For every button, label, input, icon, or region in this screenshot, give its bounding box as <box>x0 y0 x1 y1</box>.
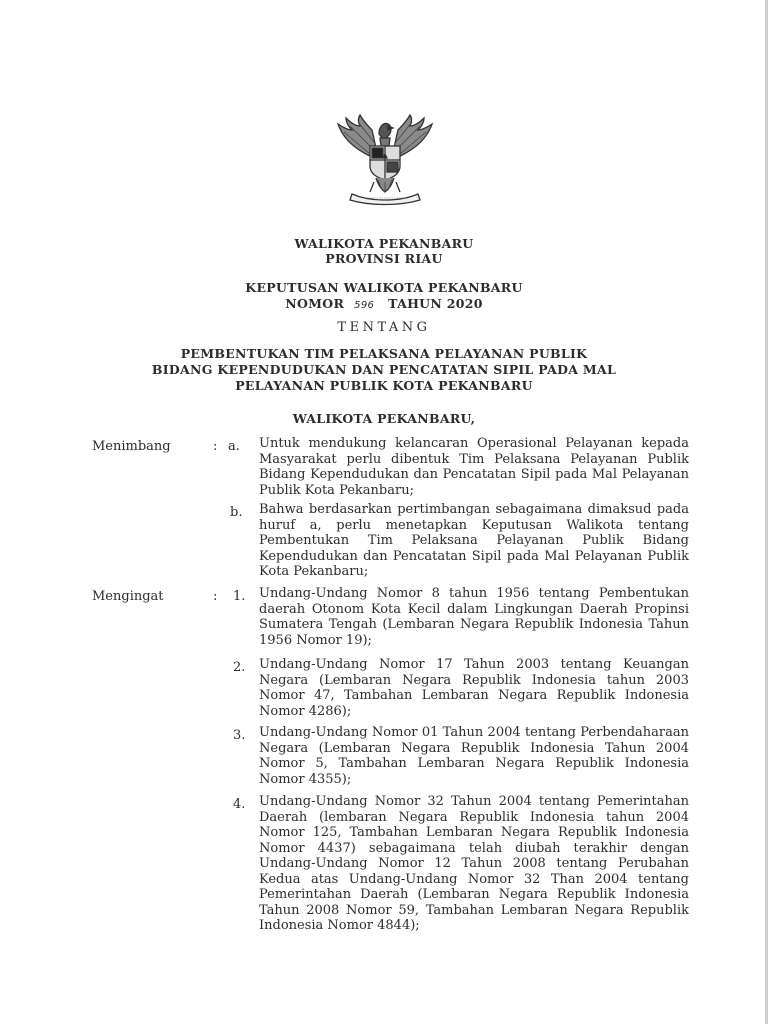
decree-number-line <box>0 296 768 311</box>
nomor-label: NOMOR <box>285 296 345 311</box>
tentang-heading: TENTANG <box>337 320 431 335</box>
menimbang-marker-b: b. <box>230 505 243 520</box>
mengingat-marker-2: 2. <box>233 660 246 675</box>
mengingat-marker-3: 3. <box>233 728 246 743</box>
issuer-title: WALIKOTA PEKANBARU <box>294 236 474 251</box>
menimbang-marker-a: a. <box>228 439 240 454</box>
mengingat-item-4: Undang-Undang Nomor 32 Tahun 2004 tentang Pemerintahan Daerah (lembaran Negara Republik Indonesia tahun 2004 Nomor 125, Tambahan Lembaran Negara Republik Indonesia Nomor 4437) sebagaimana telah diubah terakhir dengan Undang-Undang Nomor 12 Tahun 2008 tentang Perubahan Kedua atas Undang-Undang Nomor 32 Than 2004 tentang Pemerintahan Daerah (Lembaran Negara Republik Indonesia Tahun 2008 Nomor 59, Tambahan Lembaran Negara Republik Indonesia Nomor 4844); <box>259 794 689 933</box>
mengingat-item-1: Undang-Undang Nomor 8 tahun 1956 tentang Pembentukan daerah Otonom Kota Kecil dalam Lingkungan Daerah Propinsi Sumatera Tengah (Lembaran Negara Republik Indonesia Tahun 1956 Nomor 19); <box>259 586 689 648</box>
decree-title: KEPUTUSAN WALIKOTA PEKANBARU <box>245 280 523 295</box>
issuer-signature-heading: WALIKOTA PEKANBARU, <box>292 411 476 426</box>
subject-line-2: BIDANG KEPENDUDUKAN DAN PENCATATAN SIPIL PADA MAL <box>151 362 617 377</box>
menimbang-item-a: Untuk mendukung kelancaran Operasional Pelayanan kepada Masyarakat perlu dibentuk Tim Pelaksana Pelayanan Publik Bidang Kependudukan dan Pencatatan Sipil pada Mal Pelayanan Publik Kota Pekanbaru; <box>259 436 689 498</box>
subject-line-3: PELAYANAN PUBLIK KOTA PEKANBARU <box>235 378 533 393</box>
mengingat-marker-4: 4. <box>233 797 246 812</box>
menimbang-item-b: Bahwa berdasarkan pertimbangan sebagaimana dimaksud pada huruf a, perlu menetapkan Keputusan Walikota tentang Pembentukan Tim Pelaksana Pelayanan Publik Bidang Kependudukan dan Pencatatan Sipil pada Mal Pelayanan Publik Kota Pekanbaru; <box>259 502 689 579</box>
subject-line-1: PEMBENTUKAN TIM PELAKSANA PELAYANAN PUBLIK <box>180 346 588 361</box>
menimbang-colon: : <box>213 439 218 454</box>
mengingat-item-2: Undang-Undang Nomor 17 Tahun 2003 tentang Keuangan Negara (Lembaran Negara Republik Indonesia tahun 2003 Nomor 47, Tambahan Lembaran Negara Republik Indonesia Nomor 4286); <box>259 657 689 719</box>
tahun-label: TAHUN 2020 <box>388 296 483 311</box>
province-title: PROVINSI RIAU <box>325 251 443 266</box>
mengingat-item-3: Undang-Undang Nomor 01 Tahun 2004 tentang Perbendaharaan Negara (Lembaran Negara Republik Indonesia Tahun 2004 Nomor 5, Tambahan Lembaran Negara Republik Indonesia Nomor 4355); <box>259 725 689 787</box>
mengingat-label: Mengingat <box>92 589 164 604</box>
nomor-value: 596 <box>354 300 375 311</box>
garuda-emblem-icon <box>330 112 440 206</box>
mengingat-colon: : <box>213 589 218 604</box>
menimbang-label: Menimbang <box>92 439 171 454</box>
mengingat-marker-1: 1. <box>233 589 246 604</box>
